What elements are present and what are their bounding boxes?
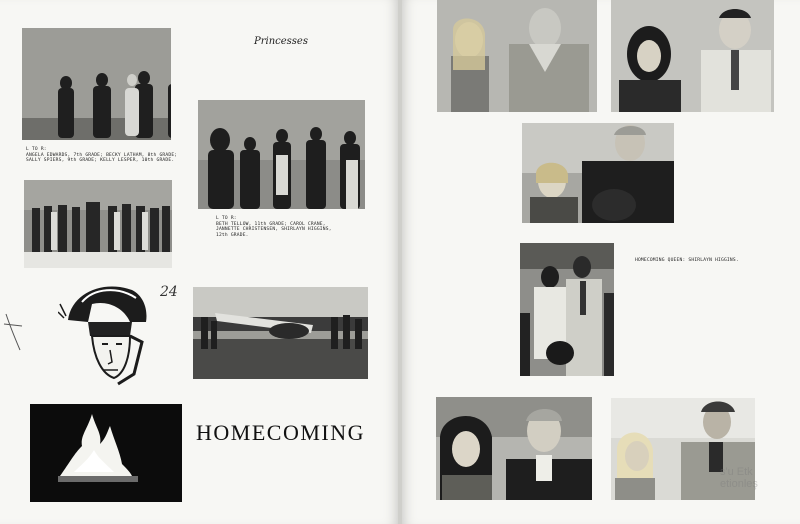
couple-photo-3 <box>522 123 674 223</box>
watermark-line-2: etionleş <box>720 478 758 490</box>
caption-1-line-2: ANGELA EDWARDS, 7th GRADE; BECKY LATHAM, 8th GRADE; <box>26 152 178 158</box>
margin-pen-mark <box>2 312 24 352</box>
princesses-caption-2 <box>216 216 332 238</box>
watermark <box>720 466 758 490</box>
caption-2-line-3: JANNETTE CHRISTENSEN, SHIRLAYN HIGGINS, <box>216 227 332 233</box>
caption-2-line-4: 12th GRADE. <box>216 232 249 238</box>
couple-photo-1 <box>437 0 597 112</box>
princesses-photo-2 <box>198 100 365 209</box>
homecoming-queen-photo <box>520 243 614 376</box>
homecoming-heading: HOMECOMING <box>196 420 365 445</box>
princesses-photo-1 <box>22 28 171 140</box>
watermark-line-1: s'u Etk <box>720 466 753 478</box>
trojan-helmet-icon <box>58 278 150 386</box>
handwritten-number: 24 <box>160 284 178 300</box>
bonfire-icon <box>30 404 182 502</box>
queen-caption: HOMECOMING QUEEN: SHIRLAYN HIGGINS. <box>635 258 739 263</box>
caption-2-line-2: BETH TELLOW, 11th GRADE; CAROL CRANE, <box>216 221 326 227</box>
right-page <box>402 0 800 524</box>
princesses-caption-1 <box>26 147 177 164</box>
caption-1-line-3: SALLY SPIERS, 9th GRADE; KELLY LESPER, 10th GRADE. <box>26 158 175 164</box>
princesses-title: Princesses <box>254 36 308 47</box>
caption-2-line-1: L TO R: <box>216 216 237 221</box>
parade-float-photo <box>24 180 172 268</box>
couple-photo-4 <box>436 397 592 500</box>
trojan-mascot <box>58 278 150 386</box>
left-page <box>0 0 398 524</box>
couple-photo-2 <box>611 0 774 112</box>
caption-1-line-1: L TO R: <box>26 147 47 152</box>
bonfire-photo <box>30 404 182 502</box>
helicopter-photo <box>193 287 368 379</box>
